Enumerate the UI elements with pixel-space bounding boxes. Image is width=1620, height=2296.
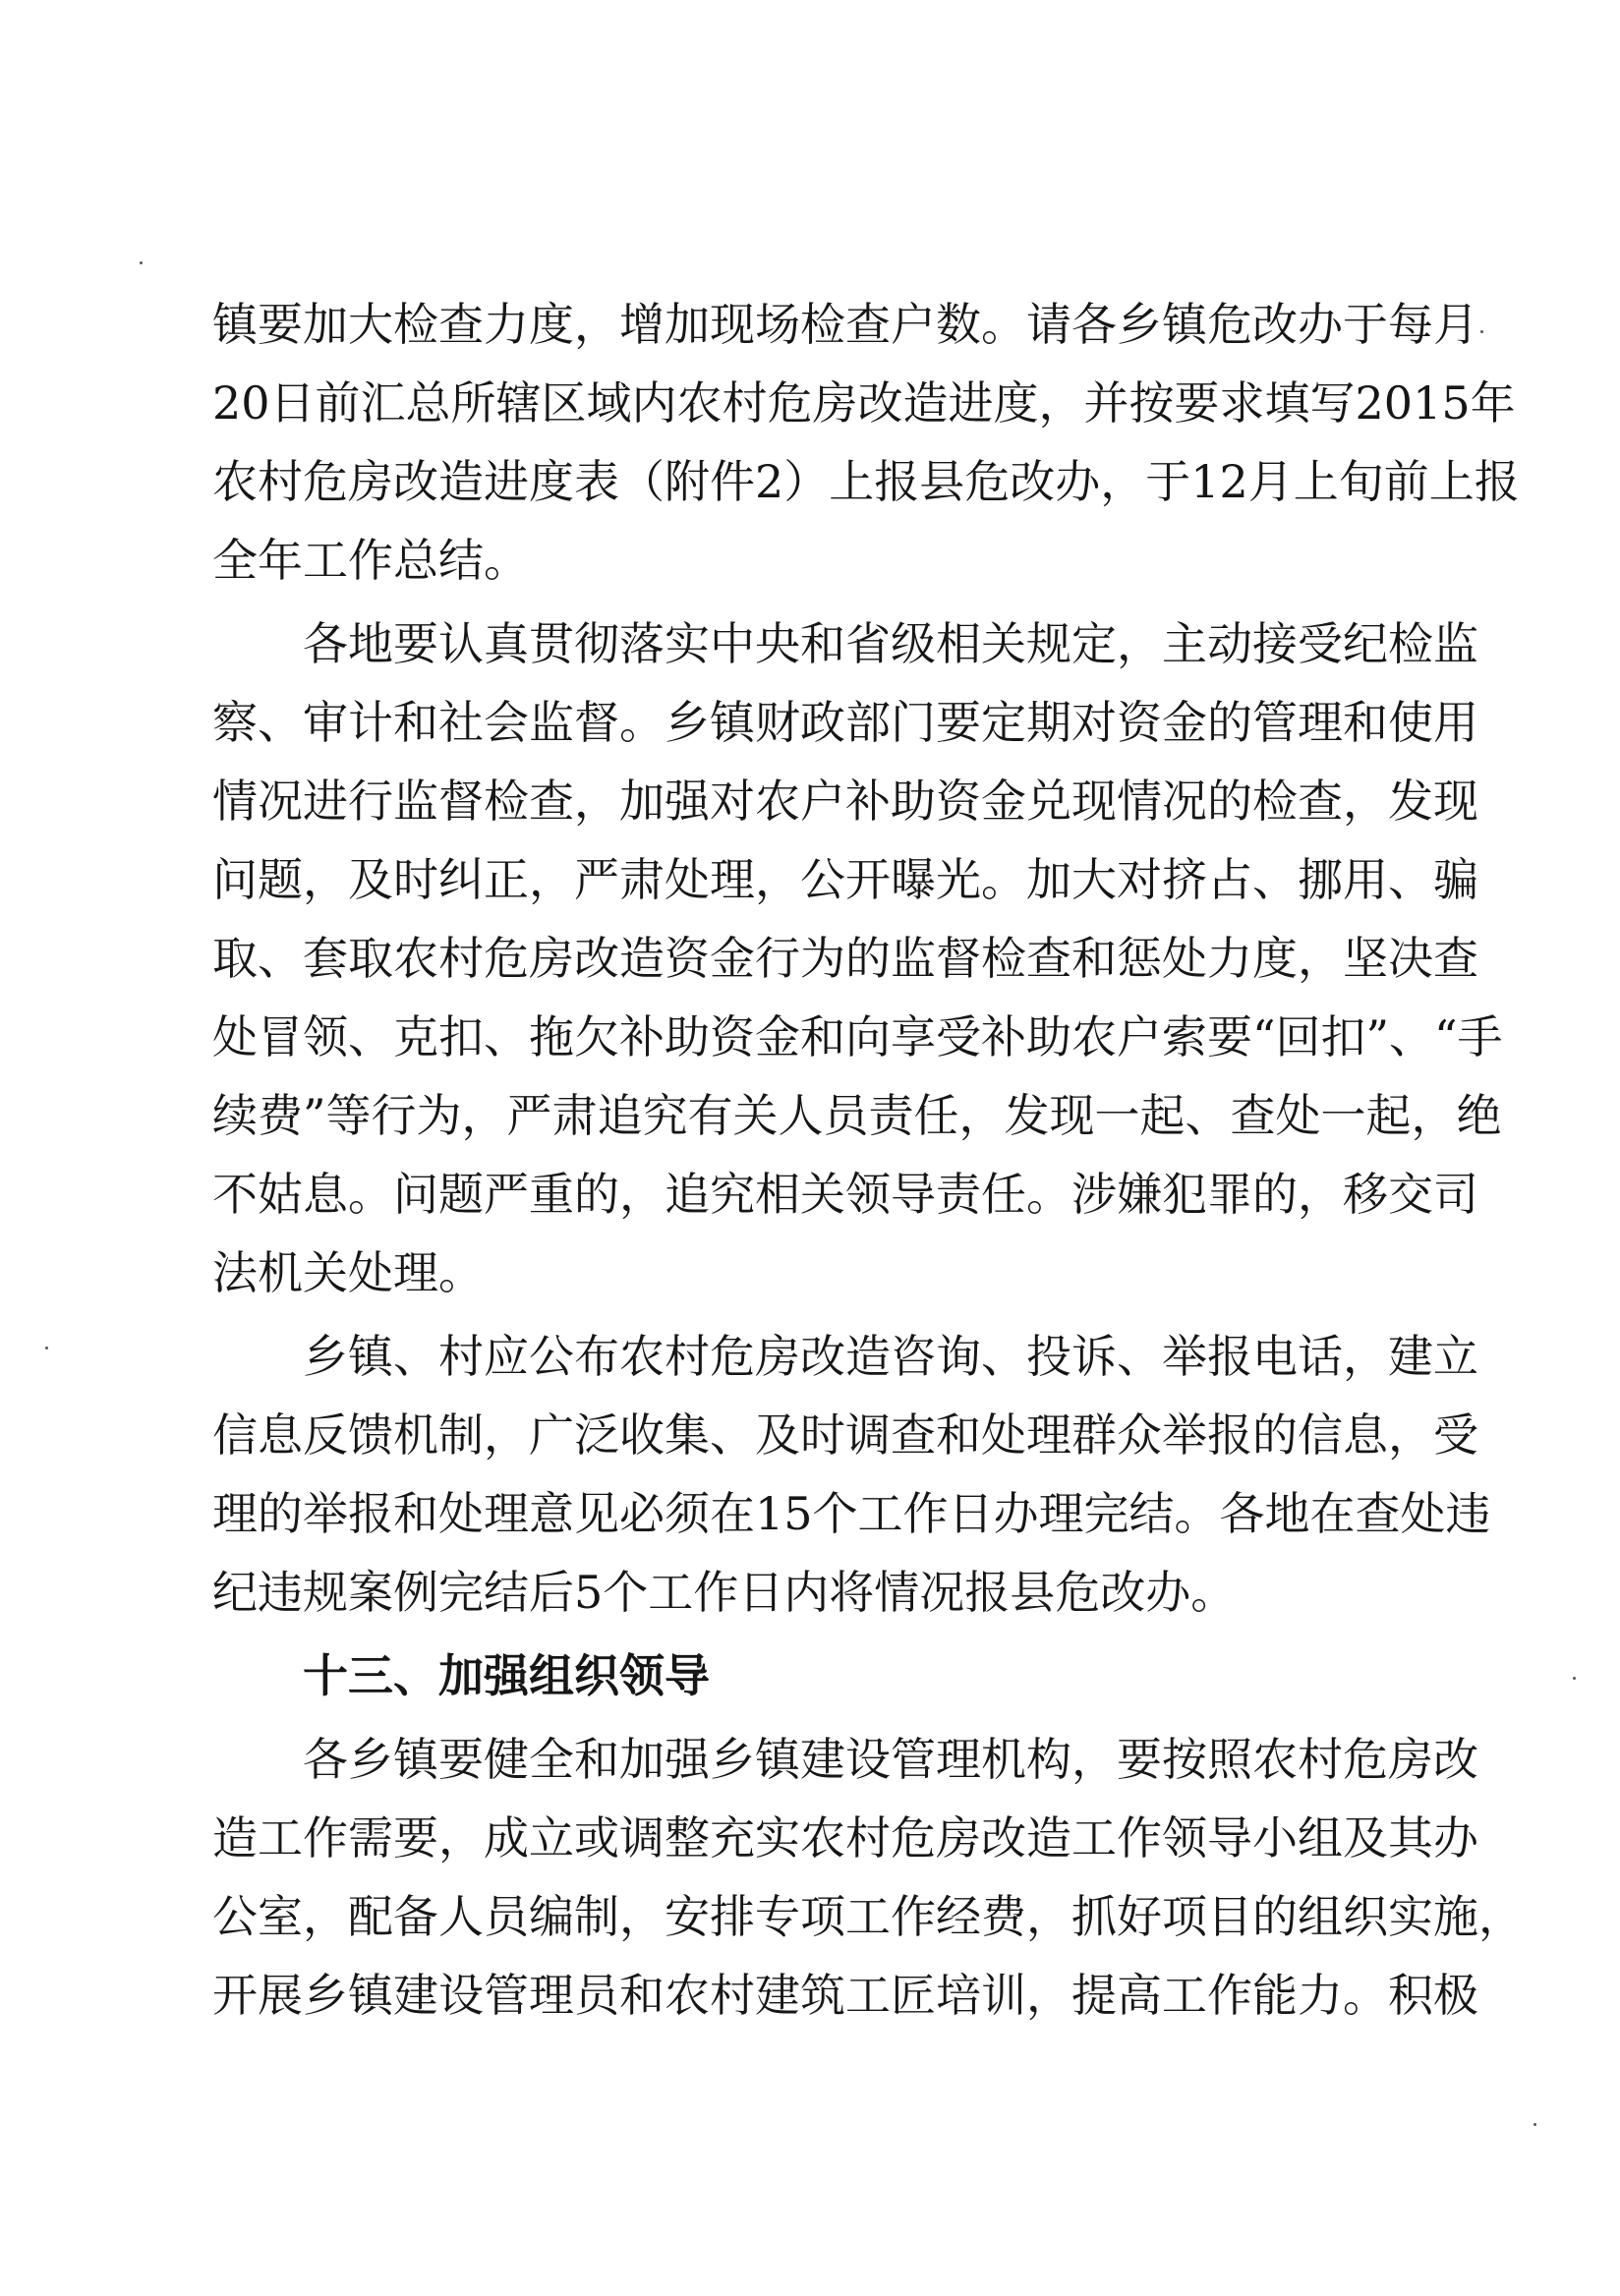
body-text-line: 察、审计和社会监督。乡镇财政部门要定期对资金的管理和使用 xyxy=(212,696,1478,749)
body-text-line: 乡镇、村应公布农村危房改造咨询、投诉、举报电话，建立 xyxy=(303,1330,1478,1383)
body-text-line: 情况进行监督检查，加强对农户补助资金兑现情况的检查，发现 xyxy=(212,775,1478,828)
body-text-line: 农村危房改造进度表（附件2）上报县危改办，于12月上旬前上报 xyxy=(212,455,1520,508)
body-text-line: 处冒领、克扣、拖欠补助资金和向享受补助农户索要“回扣”、“手 xyxy=(212,1010,1503,1063)
body-text-line: 法机关处理。 xyxy=(212,1246,484,1299)
scan-speck xyxy=(140,261,143,264)
body-text-line: 理的举报和处理意见必须在15个工作日办理完结。各地在查处违 xyxy=(212,1487,1491,1540)
body-text-line: 开展乡镇建设管理员和农村建筑工匠培训，提高工作能力。积极 xyxy=(212,1969,1478,2022)
scan-speck xyxy=(1573,1677,1576,1680)
body-text-line: 镇要加大检查力度，增加现场检查户数。请各乡镇危改办于每月 xyxy=(212,298,1478,351)
body-text-line: 不姑息。问题严重的，追究相关领导责任。涉嫌犯罪的，移交司 xyxy=(212,1168,1478,1221)
body-text-line: 各乡镇要健全和加强乡镇建设管理机构，要按照农村危房改 xyxy=(303,1733,1478,1786)
body-text-line: 全年工作总结。 xyxy=(212,534,529,587)
body-text-line: 问题，及时纠正，严肃处理，公开曝光。加大对挤占、挪用、骗 xyxy=(212,853,1478,906)
scan-speck xyxy=(1480,330,1483,333)
body-text-line: 各地要认真贯彻落实中央和省级相关规定，主动接受纪检监 xyxy=(303,617,1478,670)
body-text-line: 取、套取农村危房改造资金行为的监督检查和惩处力度，坚决查 xyxy=(212,932,1478,985)
body-text-line: 续费”等行为，严肃追究有关人员责任，发现一起、查处一起，绝 xyxy=(212,1089,1502,1142)
body-text-line: 公室，配备人员编制，安排专项工作经费，抓好项目的组织实施， xyxy=(212,1890,1524,1943)
body-text-line: 造工作需要，成立或调整充实农村危房改造工作领导小组及其办 xyxy=(212,1811,1478,1865)
scan-speck xyxy=(1533,2123,1536,2126)
body-text-line: 20日前汇总所辖区域内农村危房改造进度，并按要求填写2015年 xyxy=(212,376,1516,430)
section-heading: 十三、加强组织领导 xyxy=(303,1649,710,1702)
scan-speck xyxy=(45,1347,48,1349)
body-text-line: 信息反馈机制，广泛收集、及时调查和处理群众举报的信息，受 xyxy=(212,1408,1478,1462)
body-text-line: 纪违规案例完结后5个工作日内将情况报县危改办。 xyxy=(212,1566,1237,1619)
